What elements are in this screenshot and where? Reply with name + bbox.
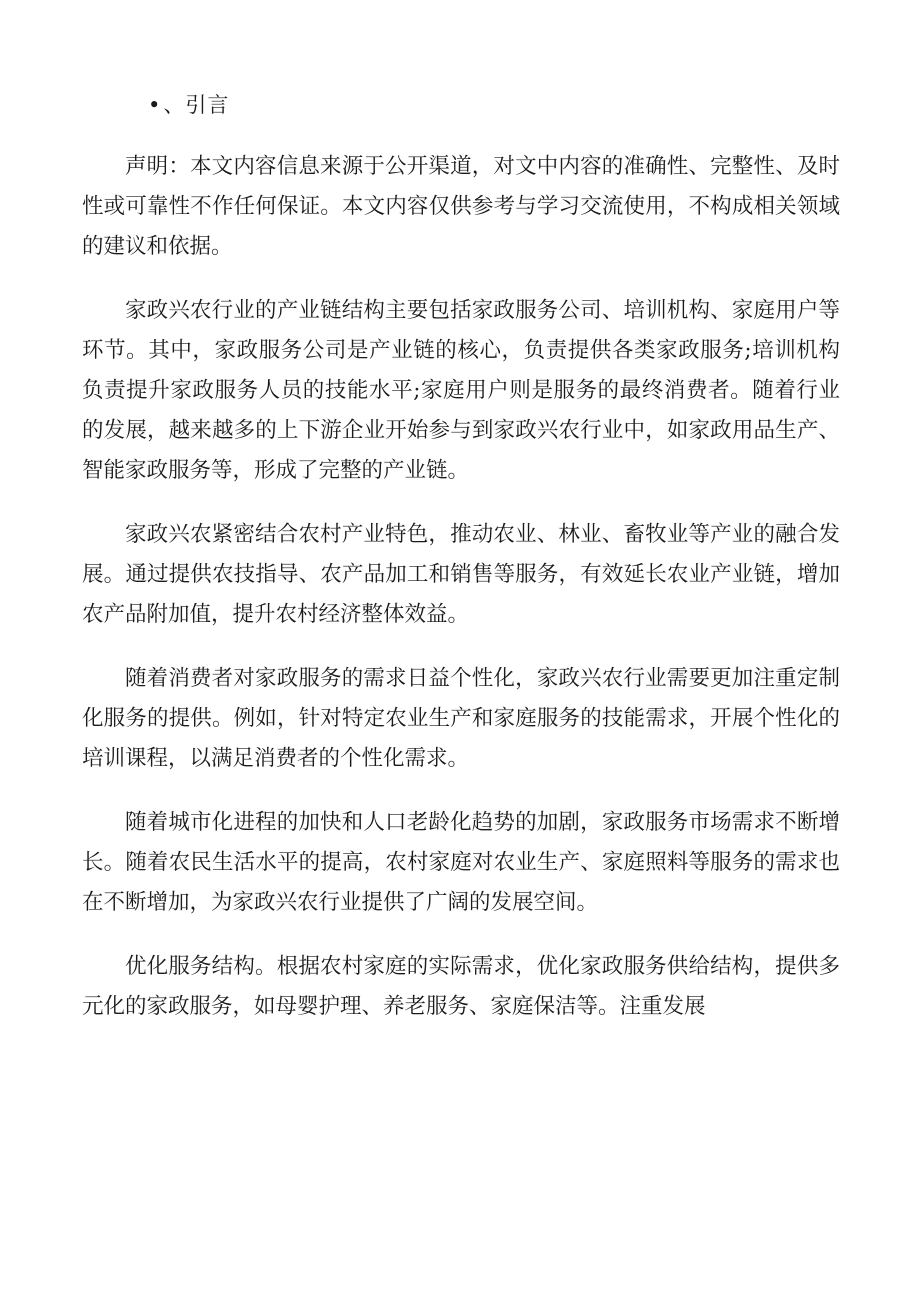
paragraph-disclaimer: 声明：本文内容信息来源于公开渠道，对文中内容的准确性、完整性、及时性或可靠性不作任何保证。本文内容仅供参考与学习交流使用，不构成相关领域的建议和依据。	[82, 154, 840, 259]
document-body	[82, 147, 840, 1051]
paragraph-rural-integration: 家政兴农紧密结合农村产业特色，推动农业、林业、畜牧业等产业的融合发展。通过提供农技指导、农产品加工和销售等服务，有效延长农业产业链，增加农产品附加值，提升农村经济整体效益。	[82, 522, 840, 627]
paragraph-personalized-service: 随着消费者对家政服务的需求日益个性化，家政兴农行业需要更加注重定制化服务的提供。例如，针对特定农业生产和家庭服务的技能需求，开展个性化的培训课程，以满足消费者的个性化需求。	[82, 666, 840, 771]
paragraph-industry-chain: 家政兴农行业的产业链结构主要包括家政服务公司、培训机构、家庭用户等环节。其中，家政服务公司是产业链的核心，负责提供各类家政服务;培训机构负责提升家政服务人员的技能水平;家庭用户则是服务的最终消费者。随着行业的发展，越来越多的上下游企业开始参与到家政兴农行业中，如家政用品生产、智能家政服务等，形成了完整的产业链。	[82, 298, 840, 483]
paragraph-market-demand: 随着城市化进程的加快和人口老龄化趋势的加剧，家政服务市场需求不断增长。随着农民生活水平的提高，农村家庭对农业生产、家庭照料等服务的需求也在不断增加，为家政兴农行业提供了广阔的发展空间。	[82, 810, 840, 915]
section-heading-text: 、引言	[163, 93, 230, 117]
paragraph-service-structure: 优化服务结构。根据农村家庭的实际需求，优化家政服务供给结构，提供多元化的家政服务，如母婴护理、养老服务、家庭保洁等。注重发展	[82, 954, 840, 1019]
section-heading	[148, 88, 229, 122]
bullet-icon: •	[148, 93, 162, 117]
